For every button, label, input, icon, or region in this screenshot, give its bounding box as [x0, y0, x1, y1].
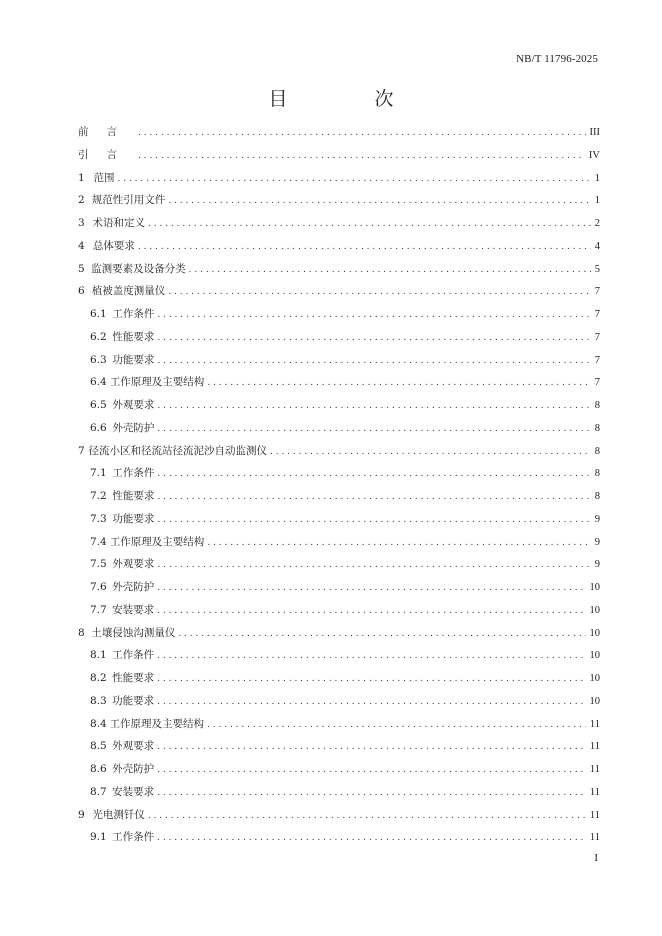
document-code: NB/T 11796-2025 [516, 53, 598, 65]
toc-entry-title: 规范性引用文件 [91, 194, 166, 207]
toc-entry-title: 工作条件 [112, 831, 155, 844]
toc-dot-leader [157, 304, 590, 327]
toc-entry-page: 10 [589, 650, 600, 662]
toc-entry-page: III [589, 127, 600, 138]
toc-dot-leader [157, 554, 590, 577]
toc-entry-page: 2 [594, 218, 600, 229]
toc-entry-page: 10 [589, 604, 600, 616]
toc-entry-page: 11 [589, 741, 600, 753]
toc-entry-number: 1 [78, 171, 85, 184]
toc-entry[interactable] [78, 531, 600, 554]
toc-dot-leader [157, 827, 586, 850]
toc-entry-page: 9 [594, 559, 600, 571]
toc-dot-leader [157, 668, 585, 691]
toc-entry-number: 6 [78, 285, 85, 298]
toc-entry-number: 6.2 [90, 330, 107, 343]
toc-entry-page: 10 [589, 673, 600, 684]
toc-dot-leader [157, 645, 585, 668]
toc-entry[interactable] [78, 644, 600, 667]
page-title: 目 次 [268, 88, 428, 110]
toc-entry[interactable] [78, 212, 600, 235]
toc-entry-number: 6.3 [90, 353, 107, 366]
toc-entry-title: 安装要求 [112, 785, 155, 798]
toc-entry-number: 9 [78, 808, 85, 821]
toc-entry[interactable] [78, 440, 600, 463]
toc-entry[interactable] [78, 189, 600, 212]
toc-entry-title: 工作原理及主要结构 [109, 376, 205, 389]
toc-dot-leader [157, 736, 586, 759]
toc-dot-leader [157, 691, 585, 714]
toc-entry-title: 性能要求 [112, 672, 155, 684]
toc-entry[interactable] [78, 144, 600, 167]
toc-entry[interactable] [78, 303, 600, 326]
toc-entry[interactable] [78, 804, 600, 827]
toc-entry-page: 10 [589, 627, 600, 639]
toc-entry-number: 9.1 [90, 831, 107, 844]
toc-entry[interactable] [78, 781, 600, 804]
toc-entry[interactable] [78, 735, 600, 758]
toc-entry[interactable] [78, 713, 600, 736]
toc-entry-number: 8.6 [90, 763, 107, 775]
toc-entry[interactable] [78, 394, 600, 417]
toc-entry-title: 外观要求 [112, 558, 155, 571]
toc-entry-title: 外观要求 [112, 740, 155, 753]
toc-entry-page: 7 [594, 377, 600, 389]
toc-entry[interactable] [78, 258, 600, 281]
toc-entry-title: 总体要求 [92, 239, 135, 252]
toc-entry[interactable] [78, 371, 600, 394]
toc-dot-leader [157, 327, 590, 350]
toc-dot-leader [157, 759, 586, 782]
toc-entry[interactable] [78, 121, 600, 144]
toc-dot-leader [157, 418, 590, 441]
toc-entry[interactable] [78, 599, 600, 622]
toc-dot-leader [157, 486, 590, 509]
toc-dot-leader [207, 714, 586, 737]
toc-entry-title: 植被盖度测量仪 [91, 285, 166, 298]
toc-entry-number: 3 [78, 217, 85, 229]
toc-entry-page: 7 [594, 331, 600, 343]
toc-entry-page: 11 [589, 809, 600, 821]
toc-entry-title: 功能要求 [112, 353, 155, 366]
toc-dot-leader [168, 190, 590, 213]
toc-entry-title: 前言 [78, 126, 135, 138]
toc-entry[interactable] [78, 690, 600, 713]
table-of-contents [78, 121, 600, 849]
toc-entry-page: 8 [594, 422, 600, 434]
toc-entry[interactable] [78, 485, 600, 508]
toc-dot-leader [157, 350, 590, 373]
toc-entry-number: 7.6 [90, 581, 107, 593]
toc-entry-page: 7 [594, 309, 600, 320]
toc-dot-leader [168, 281, 590, 304]
toc-entry-page: 11 [589, 832, 600, 844]
toc-entry-title: 功能要求 [112, 512, 155, 525]
toc-entry[interactable] [78, 349, 600, 372]
toc-entry-page: 5 [594, 263, 600, 275]
toc-dot-leader [157, 600, 585, 623]
toc-entry[interactable] [78, 622, 600, 645]
toc-entry-title: 引言 [78, 148, 135, 161]
toc-entry-number: 6.1 [90, 308, 107, 320]
toc-entry-title: 光电测钎仪 [92, 808, 145, 821]
toc-entry-title: 外观要求 [112, 399, 155, 411]
toc-entry-page: 7 [594, 286, 600, 298]
toc-entry-number: 8.2 [90, 672, 107, 684]
toc-entry-page: 8 [594, 468, 600, 480]
toc-entry-title: 术语和定义 [92, 217, 145, 229]
toc-dot-leader [157, 782, 586, 805]
toc-entry-number: 5 [78, 262, 85, 275]
toc-entry-number: 7.3 [90, 512, 107, 525]
toc-entry-title: 外壳防护 [112, 763, 155, 775]
toc-entry-title: 范围 [93, 171, 115, 184]
toc-entry[interactable] [78, 167, 600, 190]
toc-entry[interactable] [78, 417, 600, 440]
toc-entry-page: 1 [594, 172, 600, 184]
toc-entry-page: 8 [594, 400, 600, 411]
toc-dot-leader [189, 259, 591, 282]
toc-entry[interactable] [78, 667, 600, 690]
toc-entry-number: 7.1 [90, 467, 107, 480]
toc-dot-leader [157, 395, 590, 418]
toc-entry-page: 4 [594, 240, 600, 252]
toc-entry[interactable] [78, 280, 600, 303]
toc-entry-page: 10 [589, 695, 600, 707]
toc-dot-leader [207, 372, 590, 395]
toc-entry-title: 径流小区和径流站径流泥沙自动监测仪 [88, 444, 267, 457]
toc-entry[interactable] [78, 326, 600, 349]
toc-entry-page: 1 [594, 195, 600, 207]
toc-entry-title: 安装要求 [112, 603, 155, 616]
toc-entry-title: 土壤侵蚀沟测量仪 [91, 626, 176, 639]
toc-entry[interactable] [78, 462, 600, 485]
toc-entry-number: 7.7 [90, 603, 107, 616]
toc-dot-leader [270, 441, 591, 464]
toc-entry[interactable] [78, 235, 600, 258]
toc-dot-leader [148, 213, 591, 236]
toc-entry-title: 工作原理及主要结构 [109, 535, 205, 548]
toc-entry-page: 9 [594, 536, 600, 548]
toc-dot-leader [157, 509, 590, 532]
toc-entry-number: 7.4 [90, 535, 107, 548]
toc-entry-number: 6.6 [90, 421, 107, 434]
toc-entry-title: 工作条件 [112, 467, 155, 480]
toc-entry[interactable] [78, 553, 600, 576]
toc-entry-title: 外壳防护 [112, 581, 155, 593]
page-number: I [594, 852, 598, 864]
toc-entry-page: 8 [594, 491, 600, 502]
toc-entry-title: 工作条件 [112, 649, 155, 662]
toc-entry-number: 8.1 [90, 649, 107, 662]
toc-entry-number: 2 [78, 194, 85, 207]
toc-entry-page: 10 [589, 582, 600, 593]
toc-entry-page: IV [588, 149, 600, 161]
toc-entry-number: 8.5 [90, 740, 107, 753]
toc-entry-page: 7 [594, 354, 600, 366]
toc-entry-page: 8 [594, 445, 600, 457]
toc-dot-leader [207, 532, 590, 555]
toc-dot-leader [157, 577, 585, 600]
toc-dot-leader [138, 122, 586, 145]
toc-entry[interactable] [78, 508, 600, 531]
toc-dot-leader [148, 805, 586, 828]
toc-dot-leader [138, 145, 585, 168]
toc-entry-number: 8.3 [90, 694, 107, 707]
toc-entry-title: 工作条件 [112, 308, 155, 320]
toc-entry-title: 监测要素及设备分类 [91, 262, 186, 275]
toc-entry-number: 8 [78, 626, 85, 639]
toc-dot-leader [178, 623, 585, 646]
toc-entry-title: 性能要求 [112, 330, 155, 343]
toc-entry-title: 性能要求 [112, 490, 155, 502]
toc-entry-page: 9 [594, 513, 600, 525]
toc-entry[interactable] [78, 576, 600, 599]
toc-entry-page: 11 [589, 718, 600, 730]
toc-entry-number: 8.4 [90, 717, 107, 730]
toc-entry-number: 8.7 [90, 785, 107, 798]
toc-entry[interactable] [78, 758, 600, 781]
toc-entry-page: 11 [589, 764, 600, 775]
toc-entry-title: 工作原理及主要结构 [109, 717, 205, 730]
toc-entry-number: 6.4 [90, 376, 107, 389]
toc-entry-number: 4 [78, 239, 85, 252]
toc-dot-leader [138, 236, 591, 259]
toc-entry-title: 外壳防护 [112, 421, 155, 434]
toc-entry-number: 7.5 [90, 558, 107, 571]
toc-entry-page: 11 [589, 786, 600, 798]
toc-entry[interactable] [78, 826, 600, 849]
toc-dot-leader [117, 168, 590, 191]
toc-entry-number: 6.5 [90, 399, 107, 411]
toc-dot-leader [157, 463, 590, 486]
toc-entry-title: 功能要求 [112, 694, 155, 707]
toc-entry-number: 7 [78, 444, 85, 457]
toc-entry-number: 7.2 [90, 490, 107, 502]
